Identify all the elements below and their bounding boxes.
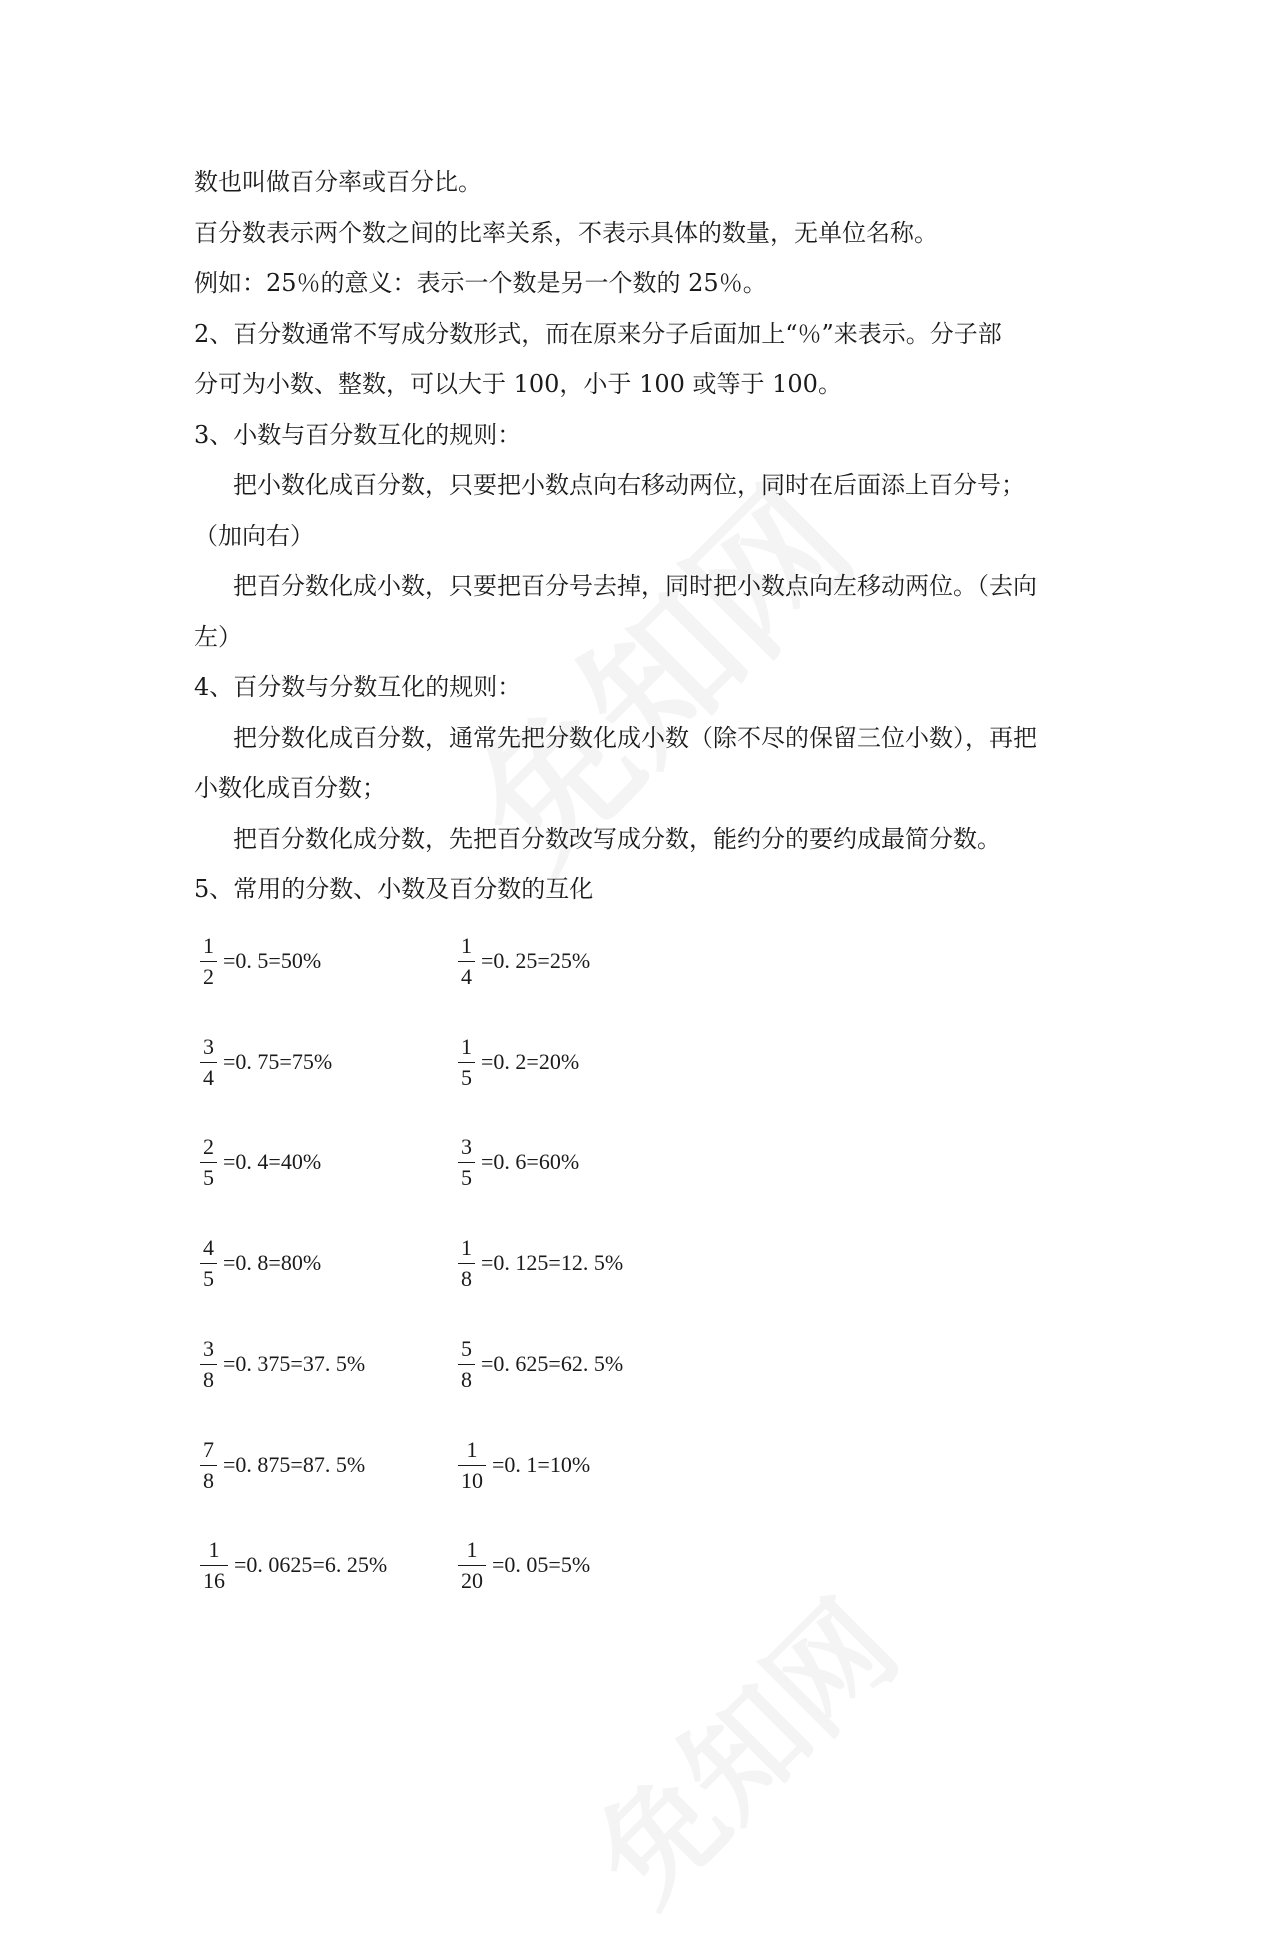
numerator: 5 [461, 1335, 472, 1361]
conversion-value: =0. 875=87. 5% [223, 1452, 366, 1477]
paragraph-line: （加向右） [194, 522, 314, 550]
numerator: 7 [203, 1436, 214, 1462]
fraction [200, 1336, 217, 1393]
numerator: 1 [461, 932, 472, 958]
fraction [200, 1235, 217, 1292]
fraction [200, 1134, 217, 1191]
watermark-text [552, 1558, 928, 1934]
numerator: 3 [203, 1033, 214, 1059]
fraction [200, 933, 217, 990]
conversion-value: =0. 8=80% [223, 1250, 322, 1275]
paragraph-line: 把小数化成百分数，只要把小数点向右移动两位，同时在后面添上百分号； [233, 471, 1025, 499]
conversion-value: =0. 125=12. 5% [481, 1250, 624, 1275]
fraction [200, 1537, 228, 1594]
conversion-item [458, 1027, 579, 1097]
section-4-heading: 4、百分数与分数互化的规则： [194, 673, 522, 701]
denominator: 8 [458, 1364, 475, 1393]
numerator: 1 [466, 1436, 478, 1462]
conversion-value: =0. 75=75% [223, 1049, 333, 1074]
fraction [458, 933, 475, 990]
fraction [200, 1034, 217, 1091]
paragraph-line: 百分数表示两个数之间的比率关系，不表示具体的数量，无单位名称。 [194, 219, 938, 247]
numerator: 3 [461, 1133, 472, 1159]
numerator: 1 [461, 1234, 472, 1260]
numerator: 2 [203, 1133, 214, 1159]
denominator: 5 [458, 1162, 475, 1191]
conversion-item [200, 1430, 365, 1500]
paragraph-line: 左） [194, 623, 242, 651]
paragraph-line: 数也叫做百分率或百分比。 [194, 168, 482, 196]
conversion-item [200, 1027, 332, 1097]
denominator: 16 [200, 1565, 228, 1594]
conversion-value: =0. 05=5% [492, 1552, 591, 1577]
numerator: 4 [203, 1234, 214, 1260]
denominator: 4 [458, 961, 475, 990]
fraction [458, 1437, 486, 1494]
paragraph-line: 把分数化成百分数，通常先把分数化成小数（除不尽的保留三位小数），再把 [233, 724, 1037, 752]
denominator: 5 [200, 1162, 217, 1191]
fraction [458, 1034, 475, 1091]
conversion-value: =0. 2=20% [481, 1049, 580, 1074]
conversion-value: =0. 25=25% [481, 948, 591, 973]
conversion-value: =0. 5=50% [223, 948, 322, 973]
conversion-value: =0. 0625=6. 25% [234, 1552, 388, 1577]
numerator: 1 [466, 1536, 478, 1562]
conversion-value: =0. 6=60% [481, 1149, 580, 1174]
paragraph-line: 分可为小数、整数，可以大于 100，小于 100 或等于 100。 [194, 370, 842, 398]
numerator: 1 [208, 1536, 220, 1562]
denominator: 5 [458, 1062, 475, 1091]
conversion-item [458, 1530, 590, 1600]
conversion-value: =0. 375=37. 5% [223, 1351, 366, 1376]
denominator: 8 [458, 1263, 475, 1292]
conversion-item [458, 1430, 590, 1500]
fraction [458, 1336, 475, 1393]
section-5-heading: 5、常用的分数、小数及百分数的互化 [194, 875, 594, 903]
paragraph-line: 把百分数化成小数，只要把百分号去掉，同时把小数点向左移动两位。（去向 [233, 572, 1037, 600]
denominator: 10 [458, 1465, 486, 1494]
conversion-item [458, 926, 590, 996]
conversion-item [458, 1228, 623, 1298]
denominator: 20 [458, 1565, 486, 1594]
conversion-item [200, 1530, 387, 1600]
denominator: 5 [200, 1263, 217, 1292]
conversion-value: =0. 1=10% [492, 1452, 591, 1477]
denominator: 8 [200, 1465, 217, 1494]
denominator: 8 [200, 1364, 217, 1393]
paragraph-line: 小数化成百分数； [194, 774, 386, 802]
conversion-value: =0. 625=62. 5% [481, 1351, 624, 1376]
section-2-line: 2、百分数通常不写成分数形式，而在原来分子后面加上“％”来表示。分子部 [194, 320, 1002, 348]
conversion-item [200, 1127, 321, 1197]
paragraph-line: 例如：25％的意义：表示一个数是另一个数的 25％。 [194, 269, 767, 297]
conversion-item [458, 1329, 623, 1399]
fraction [458, 1235, 475, 1292]
section-3-heading: 3、小数与百分数互化的规则： [194, 421, 522, 449]
numerator: 1 [461, 1033, 472, 1059]
conversion-item [458, 1127, 579, 1197]
paragraph-line: 把百分数化成分数，先把百分数改写成分数，能约分的要约成最简分数。 [233, 825, 1001, 853]
conversion-item [200, 926, 321, 996]
conversion-item [200, 1228, 321, 1298]
fraction [458, 1537, 486, 1594]
numerator: 1 [203, 932, 214, 958]
fraction [200, 1437, 217, 1494]
conversion-value: =0. 4=40% [223, 1149, 322, 1174]
numerator: 3 [203, 1335, 214, 1361]
fraction [458, 1134, 475, 1191]
conversion-item [200, 1329, 365, 1399]
denominator: 4 [200, 1062, 217, 1091]
denominator: 2 [200, 961, 217, 990]
